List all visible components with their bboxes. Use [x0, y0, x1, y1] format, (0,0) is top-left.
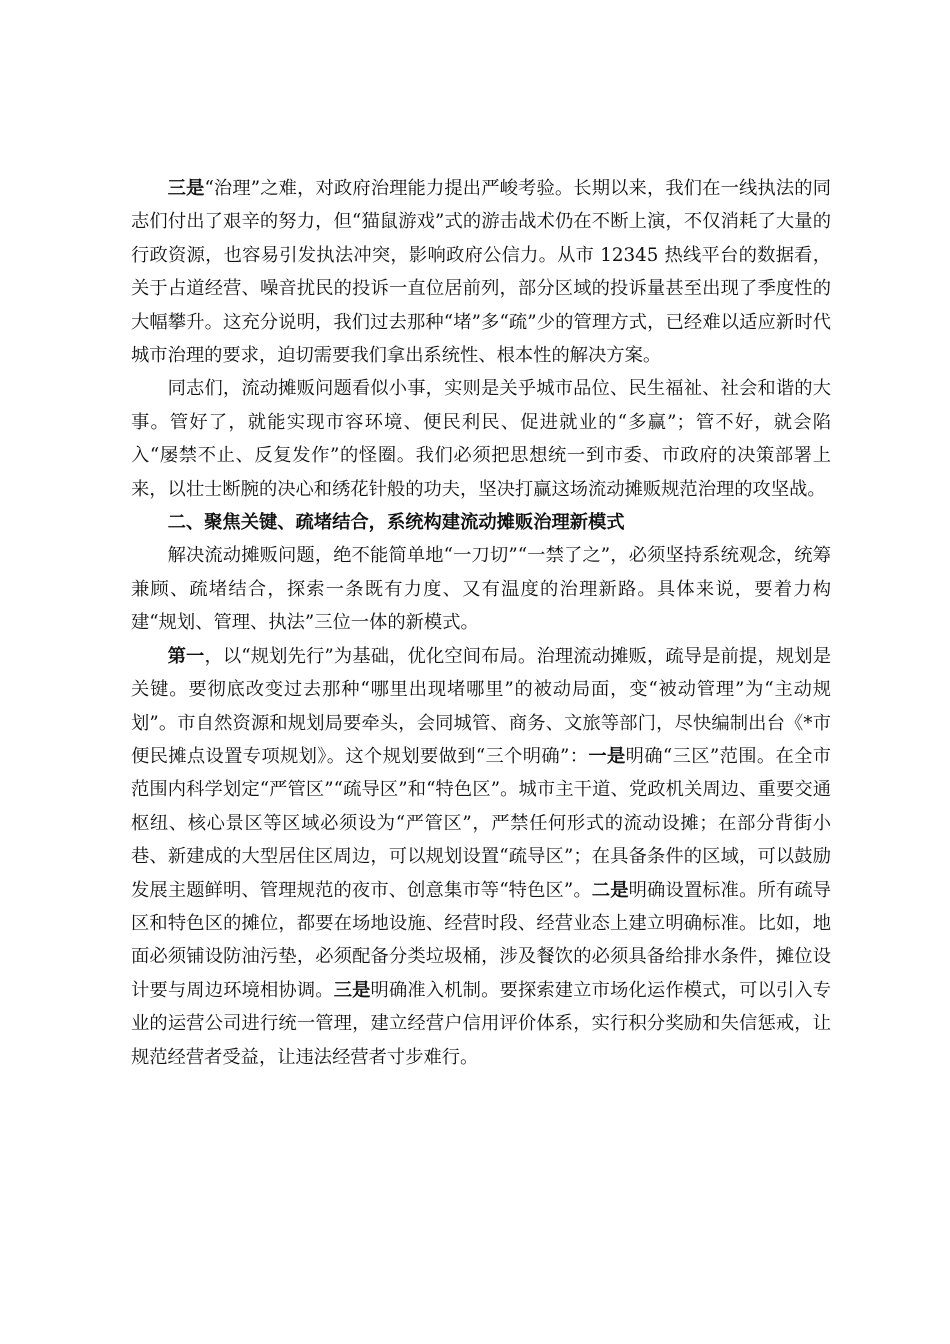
- paragraph-text: “治理”之难，对政府治理能力提出严峻考验。长期以来，我们在一线执法的同志们付出了艰辛的努力，但“猫鼠游戏”式的游击战术仍在不断上演，不仅消耗了大量的行政资源，也容易引发执法冲突，影响政府公信力。从市 12345 热线平台的数据看，关于占道经营、噪音扰民的投诉一直位居前列，部分区域的投诉量甚至出现了季度性的大幅攀升。这充分说明，我们过去那种“堵”多“疏”少的管理方式，已经难以适应新时代城市治理的要求，迫切需要我们拿出系统性、根本性的解决方案。: [131, 178, 831, 367]
- document-body: [131, 172, 831, 1074]
- paragraph-lead: 三是: [333, 979, 371, 1001]
- paragraph-text: 同志们，流动摊贩问题看似小事，实则是关乎城市品位、民生福祉、社会和谐的大事。管好了，就能实现市容环境、便民利民、促进就业的“多赢”；管不好，就会陷入“屡禁不止、反复发作”的怪圈。我们必须把思想统一到市委、市政府的决策部署上来，以壮士断腕的决心和绣花针般的功夫，坚决打赢这场流动摊贩规范治理的攻坚战。: [131, 378, 831, 500]
- paragraph-lead: 第一: [167, 645, 205, 667]
- paragraph-lead: 三是: [167, 178, 205, 199]
- paragraph-text: 明确设置标准。所有疏导区和特色区的摊位，都要在场地设施、经营时段、经营业态上建立明确标准。比如，地面必须铺设防油污垫，必须配备分类垃圾桶，涉及餐饮的必须具备给排水条件，摊位设计要与周边环境相协调。: [131, 879, 832, 1001]
- paragraph-text: 明确准入机制。要探索建立市场化运作模式，可以引入专业的运营公司进行统一管理，建立经营户信用评价体系，实行积分奖励和失信惩戒，让规范经营者受益，让违法经营者寸步难行。: [131, 979, 832, 1068]
- paragraph-planning-first: [131, 640, 831, 1074]
- paragraph-solution-approach: [131, 539, 831, 639]
- section-heading: 二、聚焦关键、疏堵结合，系统构建流动摊贩治理新模式: [167, 512, 625, 534]
- paragraph-lead: 一是: [588, 745, 626, 767]
- paragraph-governance-difficulty: [131, 172, 831, 372]
- paragraph-text: 解决流动摊贩问题，绝不能简单地“一刀切”“一禁了之”，必须坚持系统观念，统筹兼顾、疏堵结合，探索一条既有力度、又有温度的治理新路。具体来说，要着力构建“规划、管理、执法”三位一体的新模式。: [131, 545, 831, 634]
- paragraph-text: 明确“三区”范围。在全市范围内科学划定“严管区”“疏导区”和“特色区”。城市主干道、党政机关周边、重要交通枢纽、核心景区等区域必须设为“严管区”，严禁任何形式的流动设摊；在部分背街小巷、新建成的大型居住区周边，可以规划设置“疏导区”；在具备条件的区域，可以鼓励发展主题鲜明、管理规范的夜市、创意集市等“特色区”。: [131, 745, 832, 901]
- paragraph-lead: 二是: [591, 879, 629, 901]
- paragraph-text: ，以“规划先行”为基础，优化空间布局。治理流动摊贩，疏导是前提，规划是关键。要彻底改变过去那种“哪里出现堵哪里”的被动局面，变“被动管理”为“主动规划”。市自然资源和规划局要牵头，会同城管、商务、文旅等部门，尽快编制出台《*市便民摊点设置专项规划》。这个规划要做到“三个明确”：: [131, 645, 831, 767]
- paragraph-comrades: [131, 372, 831, 506]
